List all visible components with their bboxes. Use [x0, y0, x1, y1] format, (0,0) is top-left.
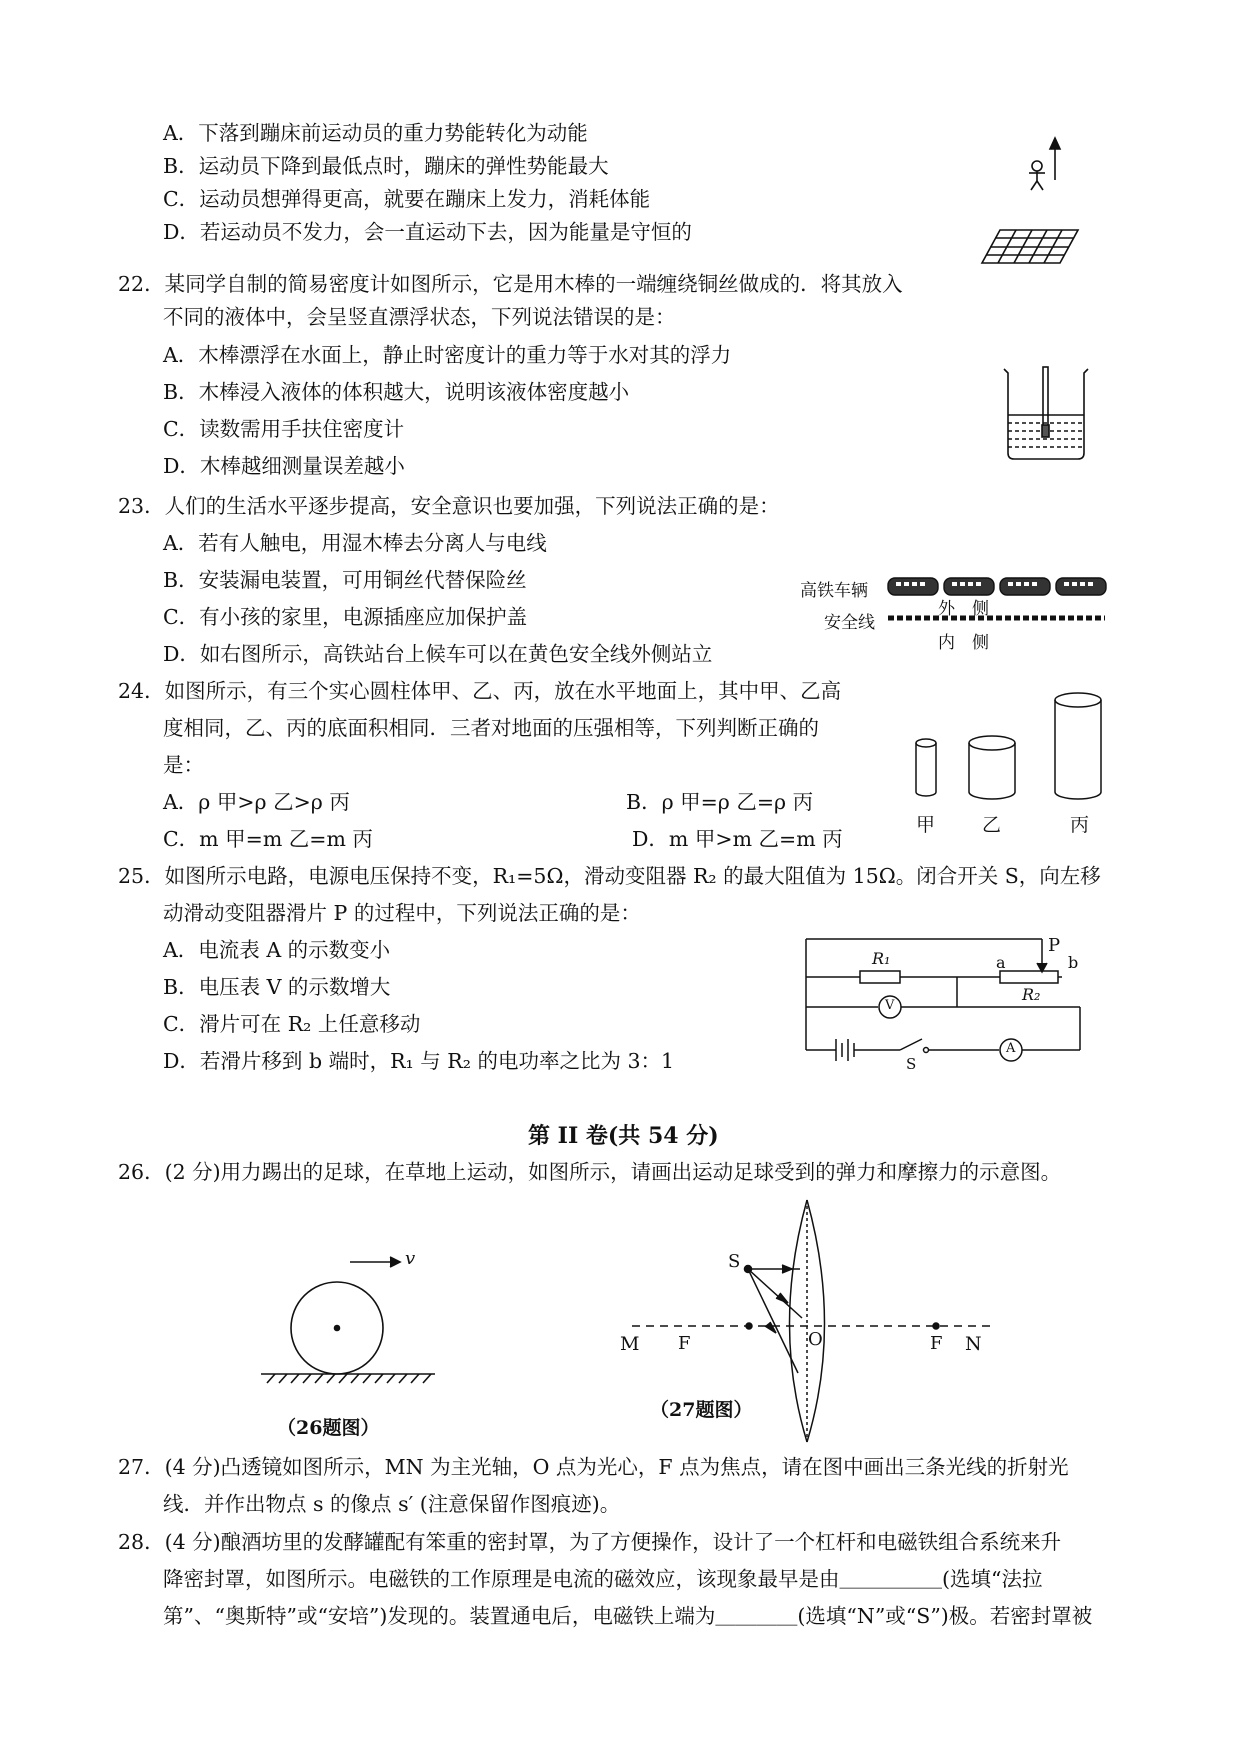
q27-stem-line1: 27．(4 分)凸透镜如图所示，MN 为主光轴，O 点为光心，F 点为焦点，请在图中画出三条光线的折射光	[118, 1455, 1069, 1479]
q21-option-c: C．运动员想弹得更高，就要在蹦床上发力，消耗体能	[163, 187, 651, 211]
q23-option-d: D．如右图所示，高铁站台上候车可以在黄色安全线外侧站立	[163, 642, 713, 666]
r1-label: R₁	[872, 949, 891, 968]
ammeter-a-label: A	[1006, 1041, 1016, 1056]
velocity-v-label: v	[405, 1248, 416, 1269]
q23-option-c: C．有小孩的家里，电源插座应加保护盖	[163, 605, 528, 629]
q25-stem-line2: 动滑动变阻器滑片 P 的过程中，下列说法正确的是：	[163, 901, 641, 925]
q21-option-b: B．运动员下降到最低点时，蹦床的弹性势能最大	[163, 154, 609, 178]
rail-platform-figure	[800, 572, 1120, 662]
switch-s-label: S	[906, 1055, 917, 1073]
q21-option-d: D．若运动员不发力，会一直运动下去，因为能量是守恒的	[163, 220, 692, 244]
inner-side-label: 内 侧	[938, 633, 989, 653]
q23-option-b: B．安装漏电装置，可用铜丝代替保险丝	[163, 568, 527, 592]
q25-option-d: D．若滑片移到 b 端时，R₁ 与 R₂ 的电功率之比为 3：1	[163, 1049, 675, 1073]
q22-option-d: D．木棒越细测量误差越小	[163, 454, 405, 478]
trampoline-figure	[970, 135, 1100, 270]
q26-figure-caption: （26题图）	[277, 1417, 380, 1439]
focus-f-right-label: F	[930, 1333, 943, 1354]
voltmeter-v-label: V	[885, 998, 895, 1013]
q27-figure-caption: （27题图）	[650, 1399, 753, 1421]
q24-stem-line2: 度相同，乙、丙的底面积相同．三者对地面的压强相等，下列判断正确的	[163, 716, 819, 740]
q22-option-c: C．读数需用手扶住密度计	[163, 417, 405, 441]
axis-m-label: M	[620, 1333, 640, 1355]
cylinder-bing-label: 丙	[1070, 814, 1090, 836]
terminal-b-label: b	[1068, 953, 1079, 972]
circuit-figure	[800, 935, 1100, 1075]
q24-option-c: C．m 甲=m 乙=m 丙	[163, 827, 373, 851]
q25-option-c: C．滑片可在 R₂ 上任意移动	[163, 1012, 421, 1036]
q23-stem: 23．人们的生活水平逐步提高，安全意识也要加强，下列说法正确的是：	[118, 494, 780, 518]
focus-f-left-label: F	[678, 1333, 691, 1354]
cylinder-jia-label: 甲	[916, 814, 936, 836]
q28-stem-line2: 降密封罩，如图所示。电磁铁的工作原理是电流的磁效应，该现象最早是由＿＿＿＿＿(选填“法拉	[163, 1567, 1043, 1591]
object-s-label: S	[728, 1251, 741, 1272]
train-label: 高铁车辆	[800, 581, 868, 601]
q24-stem-line1: 24．如图所示，有三个实心圆柱体甲、乙、丙，放在水平地面上，其中甲、乙高	[118, 679, 842, 703]
q22-option-a: A．木棒漂浮在水面上，静止时密度计的重力等于水对其的浮力	[163, 343, 732, 367]
cylinder-yi-label: 乙	[982, 814, 1002, 836]
cylinders-figure	[900, 690, 1130, 840]
slider-p-label: P	[1048, 935, 1061, 956]
terminal-a-label: a	[996, 953, 1006, 972]
q24-option-b: B．ρ 甲=ρ 乙=ρ 丙	[626, 790, 814, 814]
q26-stem: 26．(2 分)用力踢出的足球，在草地上运动，如图所示，请画出运动足球受到的弹力和摩擦力的示意图。	[118, 1160, 1062, 1184]
q28-stem-line3: 第”、“奥斯特”或“安培”)发现的。装置通电后，电磁铁上端为＿＿＿＿(选填“N”或“S”)极。若密封罩被	[163, 1604, 1093, 1628]
axis-n-label: N	[965, 1333, 982, 1355]
r2-label: R₂	[1022, 985, 1041, 1004]
q25-stem-line1: 25．如图所示电路，电源电压保持不变，R₁=5Ω，滑动变阻器 R₂ 的最大阻值为 15Ω。闭合开关 S，向左移	[118, 864, 1101, 888]
q22-option-b: B．木棒浸入液体的体积越大，说明该液体密度越小	[163, 380, 630, 404]
q23-option-a: A．若有人触电，用湿木棒去分离人与电线	[163, 531, 547, 555]
optical-center-o-label: O	[808, 1329, 823, 1350]
q25-option-a: A．电流表 A 的示数变小	[163, 938, 391, 962]
q25-option-b: B．电压表 V 的示数增大	[163, 975, 391, 999]
safety-line-label: 安全线	[824, 613, 875, 633]
q24-stem-line3: 是：	[163, 753, 204, 777]
q21-option-a: A．下落到蹦床前运动员的重力势能转化为动能	[163, 121, 588, 145]
q22-stem-line1: 22．某同学自制的简易密度计如图所示，它是用木棒的一端缠绕铜丝做成的．将其放入	[118, 272, 903, 296]
section-ii-title: 第 II 卷(共 54 分)	[528, 1123, 719, 1149]
q22-stem-line2: 不同的液体中，会呈竖直漂浮状态，下列说法错误的是：	[163, 305, 676, 329]
football-figure	[255, 1245, 455, 1445]
lens-figure	[620, 1195, 1000, 1445]
q24-option-a: A．ρ 甲>ρ 乙>ρ 丙	[163, 790, 350, 814]
outer-side-label: 外 侧	[938, 599, 989, 619]
densimeter-figure	[1000, 365, 1090, 465]
q27-stem-line2: 线．并作出物点 s 的像点 s′ (注意保留作图痕迹)。	[163, 1492, 621, 1516]
q24-option-d: D．m 甲>m 乙=m 丙	[632, 827, 843, 851]
q28-stem-line1: 28．(4 分)酿酒坊里的发酵罐配有笨重的密封罩，为了方便操作，设计了一个杠杆和电磁铁组合系统来升	[118, 1530, 1062, 1554]
